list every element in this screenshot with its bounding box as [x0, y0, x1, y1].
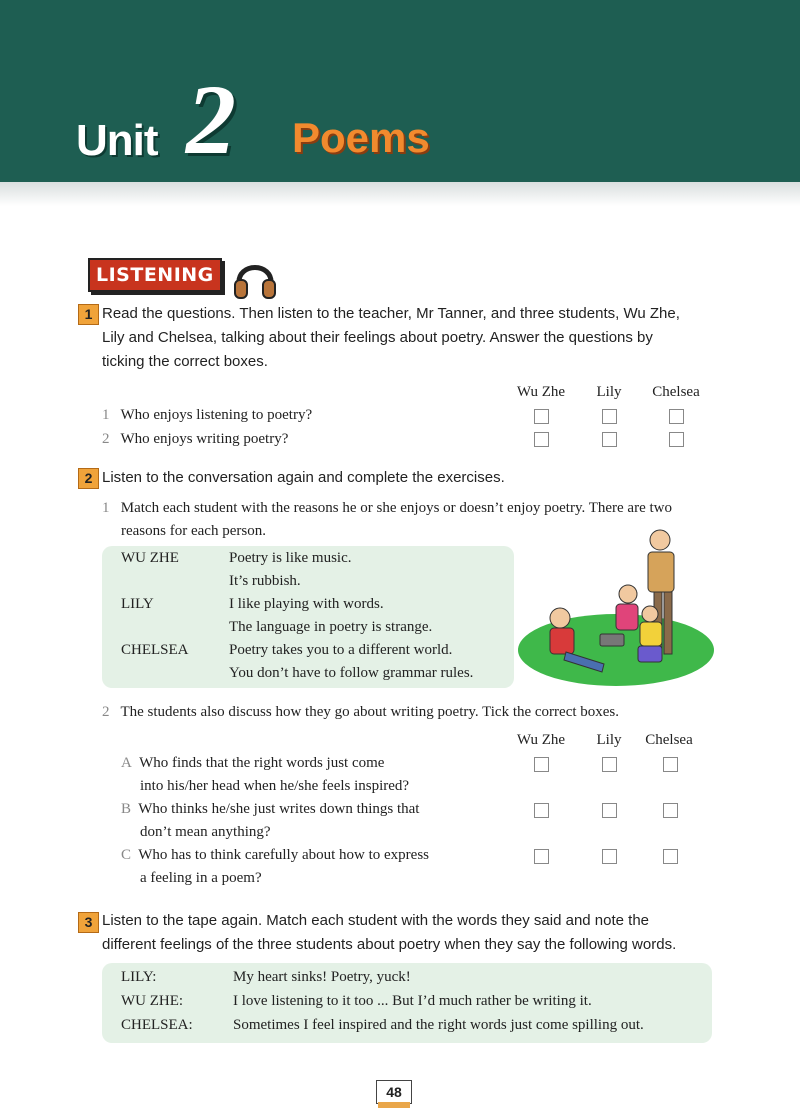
- checkbox-a-lily[interactable]: [602, 757, 617, 772]
- match-name-chelsea: CHELSEA: [121, 642, 189, 658]
- ex2-question-a-text-2: into his/her head when he/she feels inspired?: [140, 778, 410, 794]
- reason-3: I like playing with words.: [229, 596, 384, 612]
- ex2-question-a-text-1: Who finds that the right words just come: [139, 755, 385, 771]
- ex1-question-2-number: 2: [102, 431, 110, 447]
- ex2-column-chelsea: Chelsea: [645, 732, 693, 748]
- exercise-1-instruction-line-3: ticking the correct boxes.: [102, 353, 268, 370]
- unit-number: 2: [186, 64, 236, 175]
- unit-title: Poems: [292, 114, 430, 161]
- quote-name-chelsea: CHELSEA:: [121, 1017, 193, 1033]
- ex1-question-1-number: 1: [102, 407, 110, 423]
- checkbox-q1-lily[interactable]: [602, 409, 617, 424]
- ex2-question-c-text-1: Who has to think carefully about how to express: [138, 847, 430, 863]
- exercise-3-instruction-line-1: Listen to the tape again. Match each student with the words they said and note the: [102, 912, 650, 929]
- ex2-question-a-letter: A: [121, 755, 132, 771]
- checkbox-q1-chelsea[interactable]: [669, 409, 684, 424]
- checkbox-c-lily[interactable]: [602, 849, 617, 864]
- checkbox-q2-chelsea[interactable]: [669, 432, 684, 447]
- ex2-part1-number: 1: [102, 500, 110, 516]
- headphones-icon: [233, 254, 277, 300]
- quote-1: My heart sinks! Poetry, yuck!: [233, 969, 411, 985]
- checkbox-b-lily[interactable]: [602, 803, 617, 818]
- ex2-part2-number: 2: [102, 704, 110, 720]
- ex2-column-lily: Lily: [596, 732, 622, 748]
- reason-5: Poetry takes you to a different world.: [229, 642, 453, 658]
- quote-name-wu-zhe: WU ZHE:: [121, 993, 184, 1009]
- ex1-question-1-text: Who enjoys listening to poetry?: [120, 407, 313, 423]
- exercise-1-instruction-line-1: Read the questions. Then listen to the teacher, Mr Tanner, and three students, Wu Zhe,: [102, 305, 680, 322]
- ex2-question-b-text-1: Who thinks he/she just writes down things that: [138, 801, 420, 817]
- ex2-part1-text-1: Match each student with the reasons he or she enjoys or doesn’t enjoy poetry. There are two: [120, 500, 672, 516]
- checkbox-q1-wu-zhe[interactable]: [534, 409, 549, 424]
- ex2-question-b-letter: B: [121, 801, 132, 817]
- checkbox-b-chelsea[interactable]: [663, 803, 678, 818]
- checkbox-a-chelsea[interactable]: [663, 757, 678, 772]
- ex1-question-2: [102, 428, 288, 451]
- match-name-wu-zhe: WU ZHE: [121, 550, 179, 566]
- exercise-2-instruction: Listen to the conversation again and complete the exercises.: [102, 469, 505, 486]
- ex2-question-c-line-1: [121, 844, 429, 867]
- page-number: 48: [376, 1080, 412, 1104]
- reason-6: You don’t have to follow grammar rules.: [229, 665, 474, 681]
- unit-word: Unit: [76, 116, 158, 165]
- page-number-accent-bar: [378, 1102, 410, 1108]
- exercise-1-instruction-line-2: Lily and Chelsea, talking about their feelings about poetry. Answer the questions by: [102, 329, 653, 346]
- ex2-question-a-line-1: [121, 752, 384, 775]
- ex2-part2-line: [102, 701, 619, 724]
- ex2-column-wu-zhe: Wu Zhe: [516, 732, 566, 748]
- checkbox-b-wu-zhe[interactable]: [534, 803, 549, 818]
- ex1-question-2-text: Who enjoys writing poetry?: [120, 431, 289, 447]
- quote-3: Sometimes I feel inspired and the right words just come spilling out.: [233, 1017, 644, 1033]
- checkbox-q2-lily[interactable]: [602, 432, 617, 447]
- ex1-question-1: [102, 404, 312, 427]
- ex2-question-c-text-2: a feeling in a poem?: [140, 870, 262, 886]
- header-shadow: [0, 182, 800, 206]
- match-name-lily: LILY: [121, 596, 154, 612]
- quote-name-lily: LILY:: [121, 969, 157, 985]
- reason-2: It’s rubbish.: [229, 573, 301, 589]
- students-with-teacher-illustration: [516, 522, 716, 688]
- exercise-2-number: 2: [78, 468, 99, 489]
- quote-2: I love listening to it too ... But I’d much rather be writing it.: [233, 993, 592, 1009]
- reason-1: Poetry is like music.: [229, 550, 352, 566]
- ex2-part2-text: The students also discuss how they go about writing poetry. Tick the correct boxes.: [120, 704, 620, 720]
- checkbox-c-wu-zhe[interactable]: [534, 849, 549, 864]
- checkbox-q2-wu-zhe[interactable]: [534, 432, 549, 447]
- checkbox-c-chelsea[interactable]: [663, 849, 678, 864]
- ex2-question-b-line-1: [121, 798, 419, 821]
- exercise-3-number: 3: [78, 912, 99, 933]
- ex1-column-chelsea: Chelsea: [652, 384, 700, 400]
- exercise-1-number: 1: [78, 304, 99, 325]
- ex1-column-lily: Lily: [596, 384, 622, 400]
- checkbox-a-wu-zhe[interactable]: [534, 757, 549, 772]
- listening-section-label: LISTENING: [88, 258, 222, 292]
- ex2-part1-text-2: reasons for each person.: [121, 523, 266, 539]
- ex2-question-b-text-2: don’t mean anything?: [140, 824, 271, 840]
- exercise-3-instruction-line-2: different feelings of the three students about poetry when they say the following words.: [102, 936, 677, 953]
- ex2-part1-line-1: [102, 497, 672, 520]
- ex2-question-c-letter: C: [121, 847, 132, 863]
- ex1-column-wu-zhe: Wu Zhe: [516, 384, 566, 400]
- reason-4: The language in poetry is strange.: [229, 619, 433, 635]
